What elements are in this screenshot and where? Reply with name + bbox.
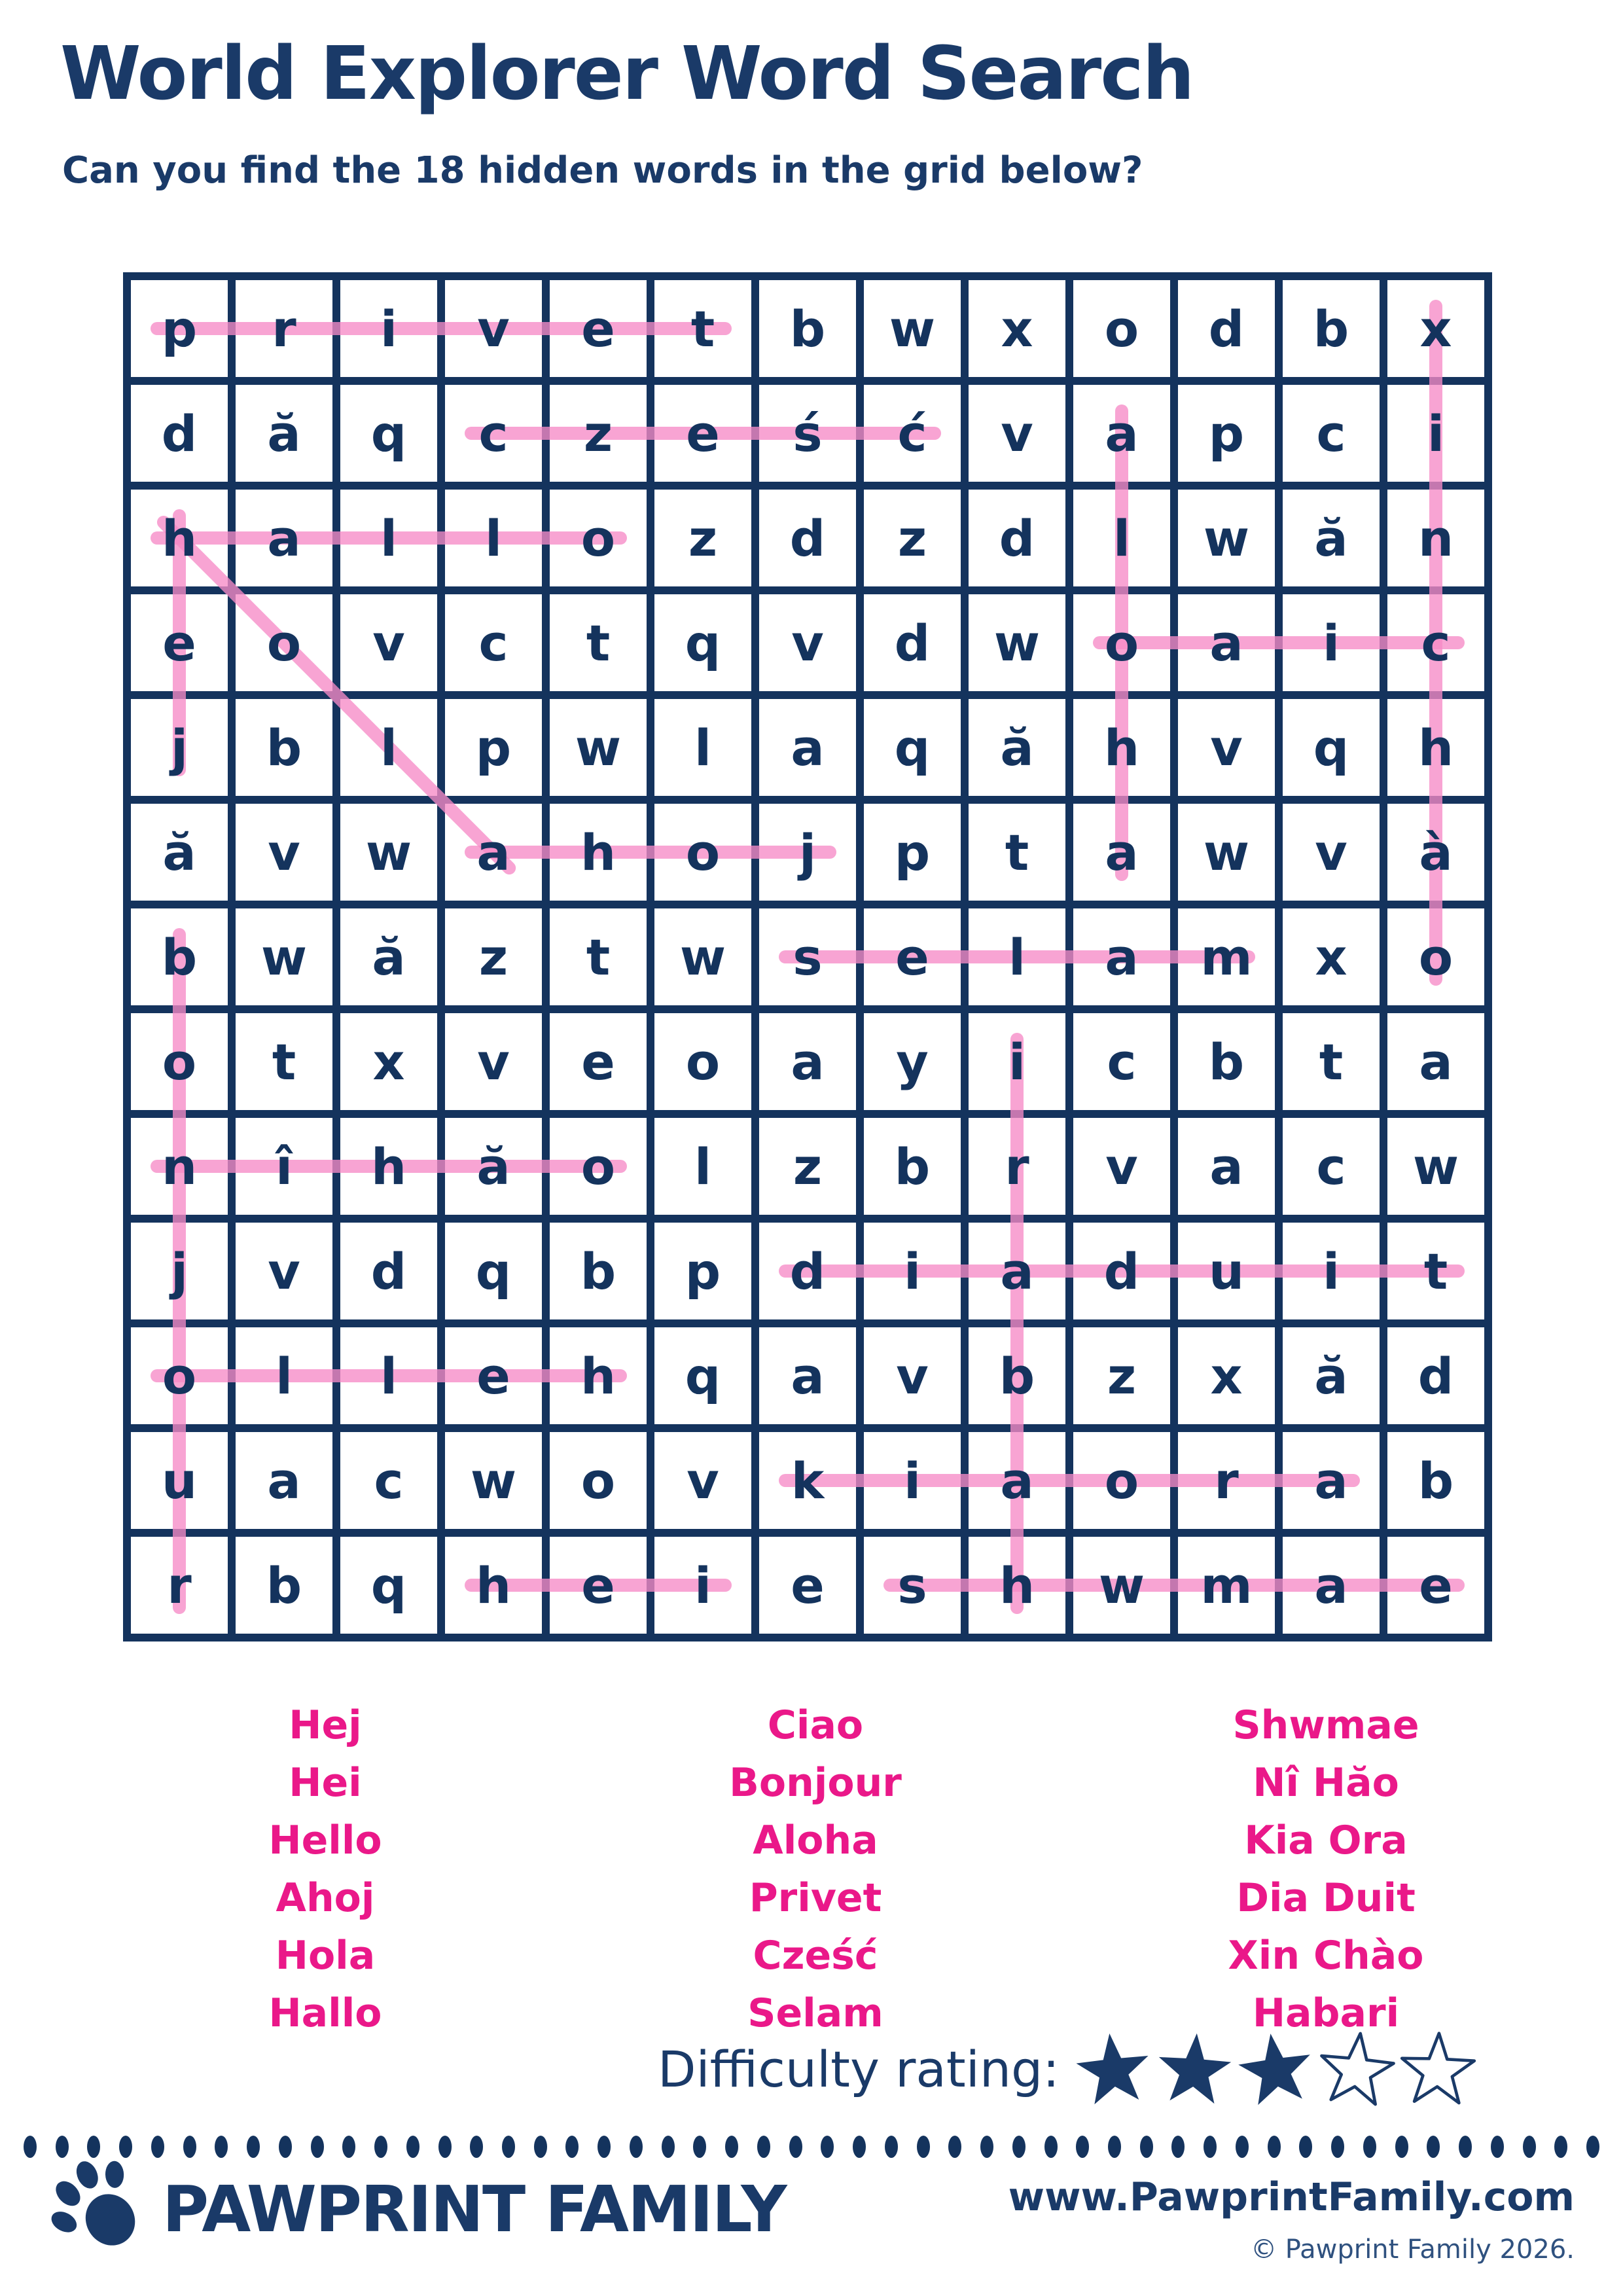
grid-letter: o: [266, 613, 302, 672]
divider-dot: [1171, 2136, 1185, 2158]
grid-letter: b: [1208, 1032, 1245, 1091]
grid-letter: b: [161, 927, 198, 986]
grid-letter: d: [161, 404, 198, 463]
grid-letter: p: [475, 718, 512, 777]
word-list-item: Hola: [275, 1933, 376, 1979]
grid-letter: j: [170, 1242, 188, 1300]
grid-letter: i: [380, 299, 398, 358]
grid-letter: b: [894, 1137, 931, 1196]
grid-letter: i: [903, 1242, 921, 1300]
grid-letter: w: [889, 299, 936, 358]
grid-letter: a: [791, 1032, 825, 1091]
grid-letter: a: [267, 1451, 301, 1510]
divider-dot: [374, 2136, 387, 2158]
word-list-item: Cześć: [753, 1933, 878, 1979]
word-list-column: [619, 1696, 1012, 2042]
grid-letter: a: [267, 509, 301, 567]
grid-letter: r: [272, 299, 296, 358]
grid-letter: j: [798, 823, 817, 882]
grid-letter: v: [687, 1451, 719, 1510]
divider-dot: [24, 2136, 37, 2158]
grid-letter: i: [1322, 613, 1340, 672]
grid-letter: c: [478, 404, 508, 463]
grid-letter: z: [688, 509, 718, 567]
dotted-divider: [24, 2135, 1599, 2159]
grid-letter: t: [1423, 1242, 1448, 1300]
divider-dot: [1363, 2136, 1376, 2158]
divider-dot: [757, 2136, 770, 2158]
divider-dot: [1012, 2136, 1026, 2158]
grid-letter: ć: [897, 404, 927, 463]
grid-letter: ă: [267, 404, 301, 463]
grid-letter: a: [791, 718, 825, 777]
grid-letter: u: [161, 1451, 198, 1510]
grid-letter: n: [161, 1137, 198, 1196]
grid-letter: e: [791, 1556, 825, 1615]
divider-dot: [87, 2136, 100, 2158]
grid-letter: l: [275, 1346, 293, 1405]
grid-letter: t: [272, 1032, 296, 1091]
word-list-item: Bonjour: [729, 1760, 902, 1806]
grid-letter: i: [1008, 1032, 1026, 1091]
divider-dot: [662, 2136, 675, 2158]
grid-letter: z: [897, 509, 927, 567]
grid-letter: p: [161, 299, 198, 358]
difficulty-label: Difficulty rating:: [658, 2039, 1060, 2098]
grid-letter: d: [894, 613, 931, 672]
divider-dot: [597, 2136, 611, 2158]
grid-letter: q: [1313, 718, 1349, 777]
grid-letter: h: [161, 509, 198, 567]
divider-dot: [1108, 2136, 1121, 2158]
word-list-item: Privet: [749, 1875, 882, 1921]
divider-dot: [789, 2136, 802, 2158]
divider-dot: [534, 2136, 547, 2158]
grid-letter: ă: [1314, 509, 1348, 567]
grid-letter: t: [586, 613, 611, 672]
divider-dot: [1427, 2136, 1440, 2158]
divider-dot: [1236, 2136, 1249, 2158]
grid-letter: d: [1208, 299, 1245, 358]
grid-letter: v: [791, 613, 824, 672]
grid-letter: p: [1208, 404, 1245, 463]
divider-dot: [279, 2136, 292, 2158]
grid-letter: v: [268, 823, 300, 882]
brand-logo: [47, 2157, 786, 2261]
grid-letter: w: [993, 613, 1041, 672]
divider-dot: [342, 2136, 355, 2158]
grid-letter: q: [370, 404, 407, 463]
grid-letter: y: [896, 1032, 929, 1091]
grid-letter: v: [372, 613, 405, 672]
grid-letter: à: [1419, 823, 1453, 882]
grid-letter: o: [685, 1032, 721, 1091]
word-list-item: Xin Chào: [1228, 1933, 1424, 1979]
grid-letter: r: [1005, 1137, 1029, 1196]
divider-dot: [1331, 2136, 1344, 2158]
grid-letter: d: [789, 1242, 826, 1300]
grid-letter: e: [1419, 1556, 1453, 1615]
grid-letter: o: [1104, 1451, 1139, 1510]
grid-letter: v: [1315, 823, 1347, 882]
word-list-item: Aloha: [753, 1818, 878, 1863]
grid-letter: v: [477, 299, 510, 358]
star-outline-icon: [1313, 2026, 1400, 2112]
divider-dot: [1268, 2136, 1281, 2158]
grid-letter: l: [484, 509, 503, 567]
grid-letter: d: [1418, 1346, 1454, 1405]
grid-letter: o: [1104, 299, 1139, 358]
star-filled-icon: [1152, 2027, 1236, 2111]
grid-letter: e: [581, 1556, 615, 1615]
grid-letter: q: [894, 718, 931, 777]
grid-letter: i: [1427, 404, 1445, 463]
word-search-letters: [123, 272, 1492, 1641]
grid-letter: o: [1104, 613, 1139, 672]
grid-letter: v: [268, 1242, 300, 1300]
copyright-text: © Pawprint Family 2026.: [1251, 2234, 1575, 2265]
grid-letter: x: [1210, 1346, 1243, 1405]
grid-letter: j: [170, 718, 188, 777]
divider-dot: [470, 2136, 483, 2158]
divider-dot: [630, 2136, 643, 2158]
grid-letter: h: [580, 1346, 616, 1405]
grid-letter: e: [476, 1346, 510, 1405]
grid-letter: w: [575, 718, 622, 777]
grid-letter: h: [1418, 718, 1454, 777]
grid-letter: b: [1418, 1451, 1454, 1510]
website-url: www.PawprintFamily.com: [1008, 2174, 1575, 2220]
divider-dot: [183, 2136, 196, 2158]
grid-letter: e: [162, 613, 196, 672]
grid-letter: w: [470, 1451, 517, 1510]
star-filled-icon: [1070, 2026, 1156, 2112]
grid-letter: m: [1200, 927, 1253, 986]
grid-letter: m: [1200, 1556, 1253, 1615]
divider-dot: [406, 2136, 419, 2158]
grid-letter: ă: [162, 823, 196, 882]
grid-letter: x: [1001, 299, 1033, 358]
divider-dot: [821, 2136, 834, 2158]
grid-letter: e: [581, 1032, 615, 1091]
grid-letter: l: [380, 718, 398, 777]
brand-name: PAWPRINT FAMILY: [162, 2172, 786, 2246]
grid-letter: î: [275, 1137, 293, 1196]
word-list-item: Ciao: [767, 1702, 864, 1748]
divider-dot: [215, 2136, 228, 2158]
divider-dot: [885, 2136, 898, 2158]
grid-letter: l: [380, 1346, 398, 1405]
grid-letter: a: [1105, 927, 1139, 986]
divider-dot: [1044, 2136, 1058, 2158]
grid-letter: c: [374, 1451, 404, 1510]
grid-letter: l: [694, 1137, 712, 1196]
divider-dot: [311, 2136, 324, 2158]
word-list-item: Shwmae: [1232, 1702, 1419, 1748]
grid-letter: h: [475, 1556, 512, 1615]
word-list-item: Hallo: [268, 1990, 382, 2036]
word-list-item: Hei: [289, 1760, 362, 1806]
grid-letter: l: [1113, 509, 1131, 567]
word-list-item: Nî Hăo: [1253, 1760, 1399, 1806]
grid-letter: a: [1209, 1137, 1243, 1196]
grid-letter: k: [791, 1451, 825, 1510]
grid-letter: a: [1105, 823, 1139, 882]
grid-letter: o: [1418, 927, 1454, 986]
divider-dot: [980, 2136, 993, 2158]
grid-letter: v: [1210, 718, 1243, 777]
grid-letter: x: [1315, 927, 1347, 986]
grid-letter: a: [1105, 404, 1139, 463]
grid-letter: o: [162, 1346, 197, 1405]
grid-letter: d: [789, 509, 826, 567]
grid-letter: w: [679, 927, 726, 986]
grid-letter: s: [793, 927, 823, 986]
grid-letter: b: [266, 1556, 302, 1615]
divider-dot: [119, 2136, 132, 2158]
grid-letter: c: [1316, 404, 1346, 463]
grid-letter: i: [694, 1556, 712, 1615]
grid-letter: l: [380, 509, 398, 567]
divider-dot: [151, 2136, 164, 2158]
grid-letter: e: [581, 299, 615, 358]
divider-dot: [1204, 2136, 1217, 2158]
word-list-item: Ahoj: [276, 1875, 375, 1921]
grid-letter: q: [685, 1346, 721, 1405]
grid-letter: z: [1107, 1346, 1137, 1405]
grid-letter: a: [1314, 1556, 1348, 1615]
grid-letter: i: [903, 1451, 921, 1510]
difficulty-stars: [1074, 2030, 1477, 2108]
grid-letter: b: [1313, 299, 1349, 358]
grid-letter: o: [580, 509, 616, 567]
word-list-column: [1130, 1696, 1522, 2042]
word-list-item: Hello: [268, 1818, 382, 1863]
grid-letter: u: [1208, 1242, 1245, 1300]
star-filled-icon: [1231, 2024, 1320, 2113]
grid-letter: x: [1419, 299, 1452, 358]
grid-letter: w: [1203, 823, 1250, 882]
divider-dot: [1459, 2136, 1472, 2158]
grid-letter: o: [685, 823, 721, 882]
divider-dot: [1491, 2136, 1504, 2158]
word-list-column: [129, 1696, 522, 2042]
grid-letter: ă: [372, 927, 406, 986]
star-outline-icon: [1397, 2028, 1478, 2109]
grid-letter: q: [370, 1556, 407, 1615]
grid-letter: t: [586, 927, 611, 986]
grid-letter: a: [1000, 1242, 1034, 1300]
divider-dot: [725, 2136, 738, 2158]
grid-letter: e: [895, 927, 929, 986]
grid-letter: a: [1209, 613, 1243, 672]
grid-letter: w: [1203, 509, 1250, 567]
grid-letter: b: [580, 1242, 616, 1300]
grid-letter: q: [475, 1242, 512, 1300]
grid-letter: q: [685, 613, 721, 672]
divider-dot: [438, 2136, 452, 2158]
grid-letter: a: [791, 1346, 825, 1405]
word-list-item: Selam: [747, 1990, 883, 2036]
grid-letter: d: [999, 509, 1035, 567]
page-title: World Explorer Word Search: [60, 31, 1194, 117]
divider-dot: [853, 2136, 866, 2158]
divider-dot: [1554, 2136, 1567, 2158]
grid-letter: o: [162, 1032, 197, 1091]
divider-dot: [56, 2136, 69, 2158]
word-list-item: Dia Duit: [1236, 1875, 1416, 1921]
grid-letter: h: [1103, 718, 1140, 777]
grid-letter: r: [167, 1556, 192, 1615]
grid-letter: a: [1000, 1451, 1034, 1510]
grid-letter: t: [1319, 1032, 1344, 1091]
grid-letter: a: [1419, 1032, 1453, 1091]
grid-letter: z: [793, 1137, 823, 1196]
grid-letter: b: [789, 299, 826, 358]
divider-dot: [1076, 2136, 1089, 2158]
word-list-item: Kia Ora: [1244, 1818, 1408, 1863]
grid-letter: c: [478, 613, 508, 672]
grid-letter: h: [370, 1137, 407, 1196]
divider-dot: [693, 2136, 706, 2158]
grid-letter: r: [1214, 1451, 1239, 1510]
grid-letter: ś: [793, 404, 823, 463]
grid-letter: t: [690, 299, 715, 358]
grid-letter: w: [260, 927, 308, 986]
grid-letter: o: [580, 1451, 616, 1510]
word-list-item: Habari: [1252, 1990, 1400, 2036]
grid-letter: p: [685, 1242, 721, 1300]
grid-letter: c: [1316, 1137, 1346, 1196]
divider-dot: [247, 2136, 260, 2158]
grid-letter: i: [1322, 1242, 1340, 1300]
grid-letter: v: [477, 1032, 510, 1091]
word-list-item: Hej: [289, 1702, 362, 1748]
grid-letter: a: [1314, 1451, 1348, 1510]
grid-letter: b: [266, 718, 302, 777]
grid-letter: s: [897, 1556, 927, 1615]
grid-letter: w: [365, 823, 412, 882]
grid-letter: w: [1098, 1556, 1145, 1615]
grid-letter: x: [372, 1032, 405, 1091]
grid-letter: d: [1103, 1242, 1140, 1300]
divider-dot: [948, 2136, 961, 2158]
grid-letter: w: [1412, 1137, 1459, 1196]
grid-letter: z: [583, 404, 613, 463]
grid-letter: z: [478, 927, 508, 986]
grid-letter: h: [580, 823, 616, 882]
divider-dot: [1140, 2136, 1153, 2158]
paw-icon: [47, 2157, 147, 2261]
grid-letter: d: [370, 1242, 407, 1300]
divider-dot: [565, 2136, 579, 2158]
grid-letter: t: [1005, 823, 1029, 882]
grid-letter: ă: [476, 1137, 510, 1196]
divider-dot: [1523, 2136, 1536, 2158]
grid-letter: l: [1008, 927, 1026, 986]
grid-letter: ă: [1314, 1346, 1348, 1405]
grid-letter: h: [999, 1556, 1035, 1615]
divider-dot: [1586, 2136, 1599, 2158]
grid-letter: v: [896, 1346, 929, 1405]
difficulty-rating: [658, 2024, 1477, 2113]
page-subtitle: Can you find the 18 hidden words in the grid below?: [62, 149, 1143, 192]
grid-letter: c: [1421, 613, 1451, 672]
grid-letter: c: [1107, 1032, 1137, 1091]
grid-letter: o: [580, 1137, 616, 1196]
grid-letter: ă: [1000, 718, 1034, 777]
grid-letter: v: [1001, 404, 1033, 463]
grid-letter: l: [694, 718, 712, 777]
divider-dot: [502, 2136, 515, 2158]
grid-letter: n: [1418, 509, 1454, 567]
grid-letter: b: [999, 1346, 1035, 1405]
grid-letter: e: [686, 404, 720, 463]
divider-dot: [917, 2136, 930, 2158]
grid-letter: v: [1105, 1137, 1138, 1196]
grid-letter: p: [894, 823, 931, 882]
divider-dot: [1395, 2136, 1408, 2158]
grid-letter: a: [476, 823, 510, 882]
divider-dot: [1299, 2136, 1312, 2158]
